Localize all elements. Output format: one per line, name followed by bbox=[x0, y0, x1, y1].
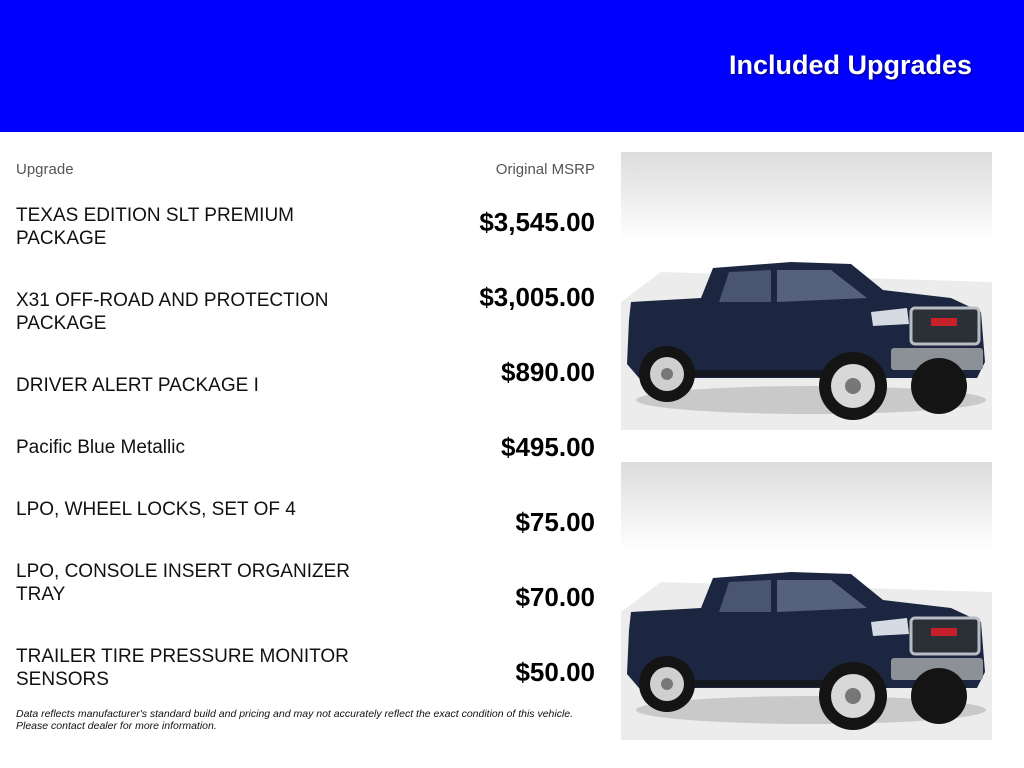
disclaimer-line: Please contact dealer for more information. bbox=[16, 720, 217, 732]
upgrade-price: $70.00 bbox=[515, 582, 595, 612]
upgrade-name: X31 OFF-ROAD AND PROTECTION PACKAGE bbox=[16, 290, 329, 334]
disclaimer-line: Data reflects manufacturer's standard build and pricing and may not accurately reflect the exact condition of this vehicle. bbox=[16, 708, 574, 720]
upgrade-column-header: Upgrade bbox=[16, 161, 74, 178]
upgrade-name: Pacific Blue Metallic bbox=[16, 437, 185, 458]
upgrade-price: $75.00 bbox=[515, 507, 595, 537]
upgrade-name: TRAILER TIRE PRESSURE MONITOR SENSORS bbox=[16, 646, 349, 690]
upgrade-name: LPO, CONSOLE INSERT ORGANIZER TRAY bbox=[16, 561, 350, 605]
disclaimer bbox=[16, 708, 606, 732]
vehicle-photo bbox=[621, 152, 992, 430]
truck-photo-icon bbox=[621, 152, 992, 430]
upgrade-price: $3,545.00 bbox=[479, 207, 595, 237]
upgrade-price: $50.00 bbox=[515, 657, 595, 687]
msrp-column-header: Original MSRP bbox=[495, 161, 595, 178]
upgrade-name: DRIVER ALERT PACKAGE I bbox=[16, 375, 259, 396]
upgrade-price: $890.00 bbox=[501, 357, 595, 387]
page-title: Included Upgrades bbox=[728, 50, 972, 80]
truck-photo-icon bbox=[621, 462, 992, 740]
upgrade-price: $495.00 bbox=[501, 432, 595, 462]
header-banner bbox=[0, 0, 1024, 132]
upgrade-name: LPO, WHEEL LOCKS, SET OF 4 bbox=[16, 499, 296, 520]
vehicle-photo bbox=[621, 462, 992, 740]
upgrade-name: TEXAS EDITION SLT PREMIUM PACKAGE bbox=[16, 205, 295, 249]
upgrade-price: $3,005.00 bbox=[479, 282, 595, 312]
